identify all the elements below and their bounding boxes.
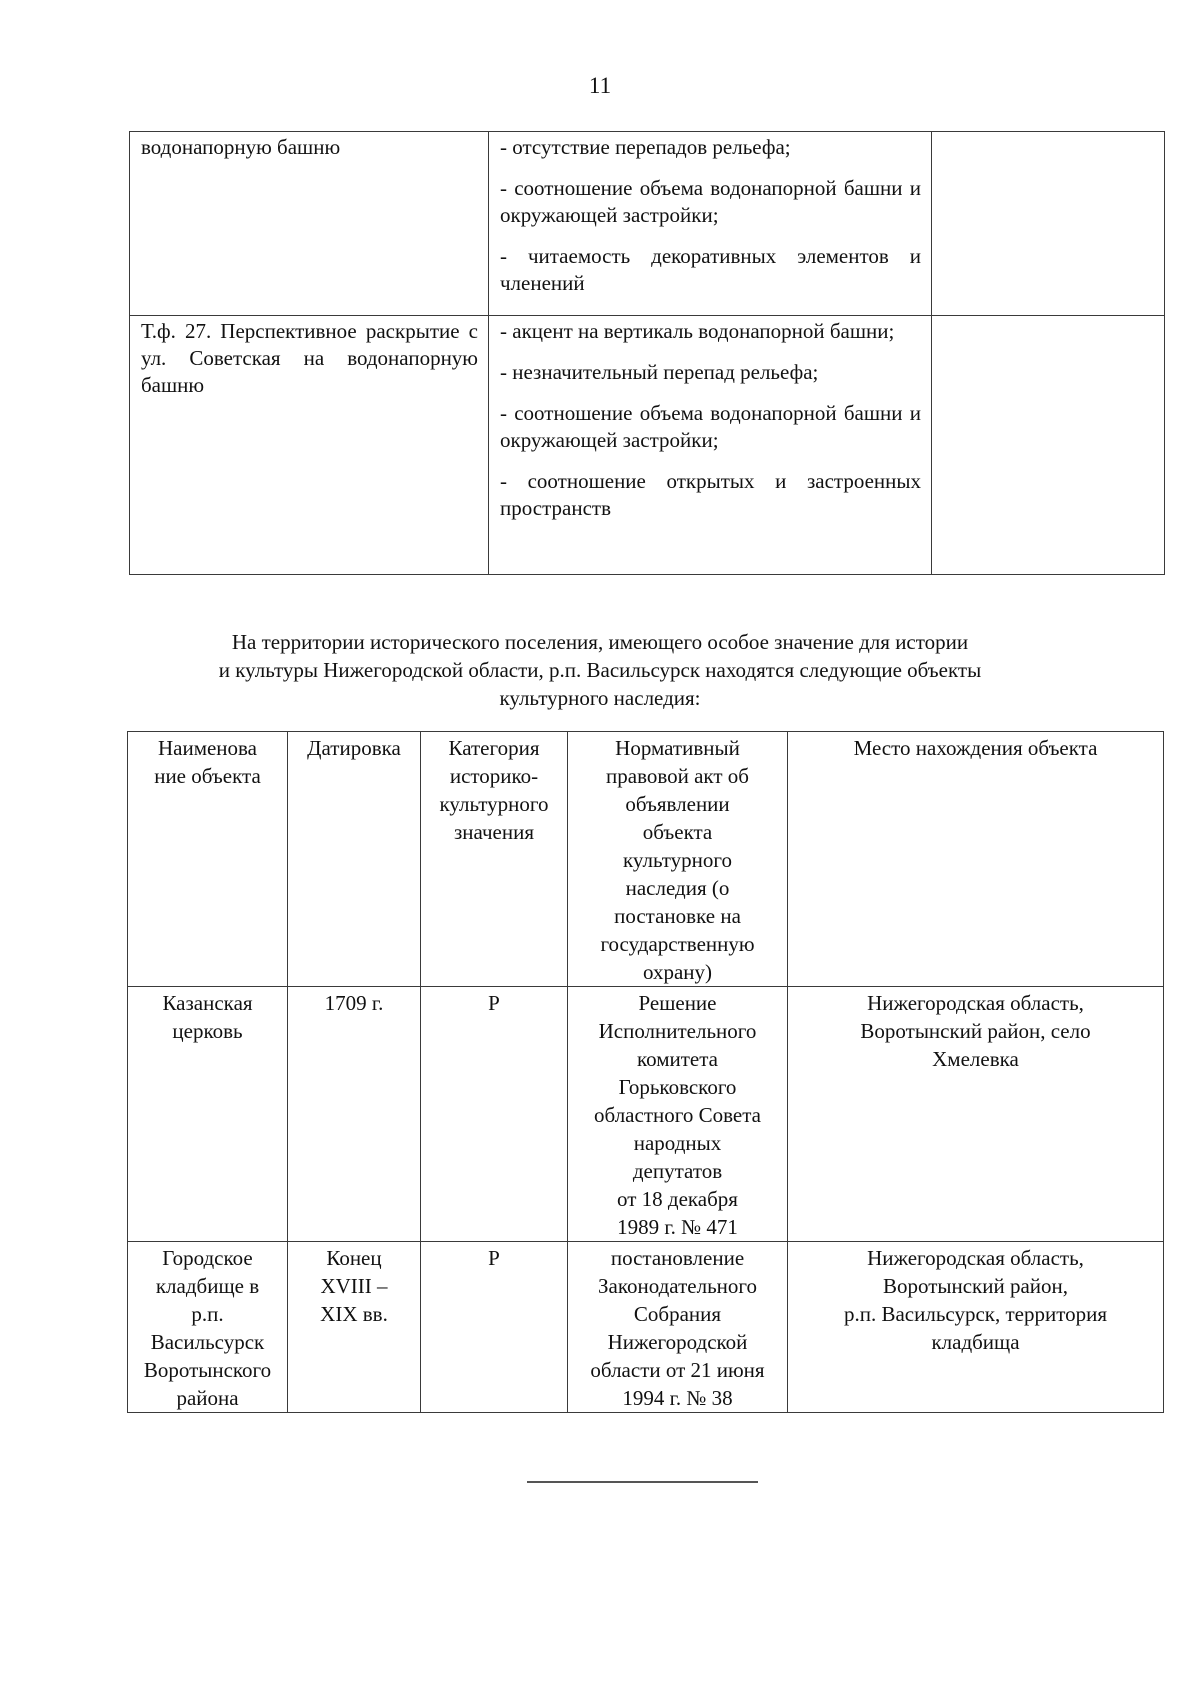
- cell-line: 1989 г. № 471: [617, 1215, 738, 1239]
- cell-line: 1709 г.: [324, 991, 384, 1015]
- cell-line: р.п.: [191, 1302, 224, 1326]
- cell-line: кладбище в: [155, 1274, 260, 1298]
- table-row: [128, 1242, 1164, 1413]
- cell-line: Собрания: [633, 1302, 722, 1326]
- cell-line: Законодательного: [598, 1274, 757, 1298]
- cell-line: XVIII –: [320, 1274, 388, 1298]
- cell-line: XIX вв.: [320, 1302, 388, 1326]
- cell-line: наследия (о: [625, 876, 730, 900]
- cell-line: области от 21 июня: [590, 1358, 765, 1382]
- cell-line: народных: [633, 1131, 722, 1155]
- criterion-item: - отсутствие перепадов рельефа;: [500, 135, 791, 159]
- cell-line: кладбища: [931, 1330, 1020, 1354]
- object-name-cell: [128, 987, 288, 1242]
- legal-act-cell: [568, 987, 788, 1242]
- view-point-text: водонапорную башню: [141, 135, 341, 159]
- cell-line: депутатов: [632, 1159, 723, 1183]
- cell-line: Наименова: [157, 736, 258, 760]
- criterion-item: - соотношение объема водонапорной башни и окружающей застройки;: [500, 176, 921, 227]
- cell-line: Городское: [162, 1246, 253, 1270]
- cell-line: Нижегородская область,: [867, 991, 1084, 1015]
- cell-line: Казанская: [162, 991, 253, 1015]
- cell-line: Конец: [326, 1246, 382, 1270]
- header-location: [788, 732, 1164, 987]
- cell-line: Воротынский район, село: [860, 1019, 1091, 1043]
- note-cell: [932, 316, 1165, 575]
- table-row: [130, 132, 1165, 316]
- heritage-objects-table: [127, 731, 1164, 1413]
- cell-line: Хмелевка: [932, 1047, 1019, 1071]
- intro-line: и культуры Нижегородской области, р.п. Васильсурск находятся следующие объекты: [218, 658, 982, 682]
- category-cell: [421, 987, 568, 1242]
- cell-line: Р: [488, 991, 500, 1015]
- cell-line: историко-: [449, 764, 539, 788]
- header-dating: [288, 732, 421, 987]
- cell-line: церковь: [172, 1019, 243, 1043]
- criterion-item: - соотношение открытых и застроенных пространств: [500, 469, 921, 520]
- intro-line: культурного наследия:: [499, 686, 701, 710]
- view-point-cell: [130, 316, 489, 575]
- cell-line: Место нахождения объекта: [853, 736, 1098, 760]
- end-divider-line: [527, 1481, 758, 1483]
- table-row: [128, 987, 1164, 1242]
- note-cell: [932, 132, 1165, 316]
- criterion-item: - соотношение объема водонапорной башни и окружающей застройки;: [500, 401, 921, 452]
- cell-line: Исполнительного: [598, 1019, 757, 1043]
- criterion-item: - акцент на вертикаль водонапорной башни;: [500, 319, 895, 343]
- cell-line: областного Совета: [594, 1103, 761, 1127]
- cell-line: культурного: [439, 792, 549, 816]
- cell-line: 1994 г. № 38: [622, 1386, 733, 1410]
- legal-act-cell: [568, 1242, 788, 1413]
- location-cell: [788, 987, 1164, 1242]
- view-point-text: Т.ф. 27. Перспективное раскрытие с ул. Советская на водонапорную башню: [141, 319, 478, 397]
- cell-line: объекта: [642, 820, 713, 844]
- criteria-cell: [489, 316, 932, 575]
- cell-line: ние объекта: [154, 764, 261, 788]
- view-points-table: [129, 131, 1165, 575]
- cell-line: от 18 декабря: [617, 1187, 738, 1211]
- cell-line: р.п. Васильсурск, территория: [843, 1302, 1108, 1326]
- header-legal-act: [568, 732, 788, 987]
- cell-line: Горьковского: [618, 1075, 737, 1099]
- cell-line: постановке на: [614, 904, 741, 928]
- cell-line: Р: [488, 1246, 500, 1270]
- cell-line: Датировка: [307, 736, 401, 760]
- cell-line: Категория: [448, 736, 540, 760]
- criterion-item: - незначительный перепад рельефа;: [500, 360, 819, 384]
- intro-line: На территории исторического поселения, имеющего особое значение для истории: [231, 630, 969, 654]
- cell-line: Нормативный: [615, 736, 740, 760]
- cell-line: Воротынский район,: [882, 1274, 1069, 1298]
- table-row: [130, 316, 1165, 575]
- table-header-row: [128, 732, 1164, 987]
- header-category: [421, 732, 568, 987]
- cell-line: комитета: [636, 1047, 719, 1071]
- view-point-cell: [130, 132, 489, 316]
- cell-line: государственную: [600, 932, 755, 956]
- location-cell: [788, 1242, 1164, 1413]
- cell-line: постановление: [610, 1246, 745, 1270]
- object-name-cell: [128, 1242, 288, 1413]
- cell-line: культурного: [623, 848, 732, 872]
- dating-cell: [288, 1242, 421, 1413]
- cell-line: Васильсурск: [150, 1330, 265, 1354]
- cell-line: Нижегородской: [607, 1330, 748, 1354]
- cell-line: Воротынского: [143, 1358, 272, 1382]
- cell-line: объявлении: [625, 792, 730, 816]
- header-object-name: [128, 732, 288, 987]
- cell-line: правовой акт об: [606, 764, 749, 788]
- criteria-cell: [489, 132, 932, 316]
- cell-line: Решение: [638, 991, 717, 1015]
- dating-cell: [288, 987, 421, 1242]
- category-cell: [421, 1242, 568, 1413]
- page-number: 11: [588, 73, 612, 98]
- cell-line: охрану): [642, 960, 713, 984]
- cell-line: Нижегородская область,: [867, 1246, 1084, 1270]
- cell-line: района: [176, 1386, 239, 1410]
- intro-paragraph: [0, 628, 1200, 712]
- cell-line: значения: [453, 820, 535, 844]
- criterion-item: - читаемость декоративных элементов и членений: [500, 244, 921, 295]
